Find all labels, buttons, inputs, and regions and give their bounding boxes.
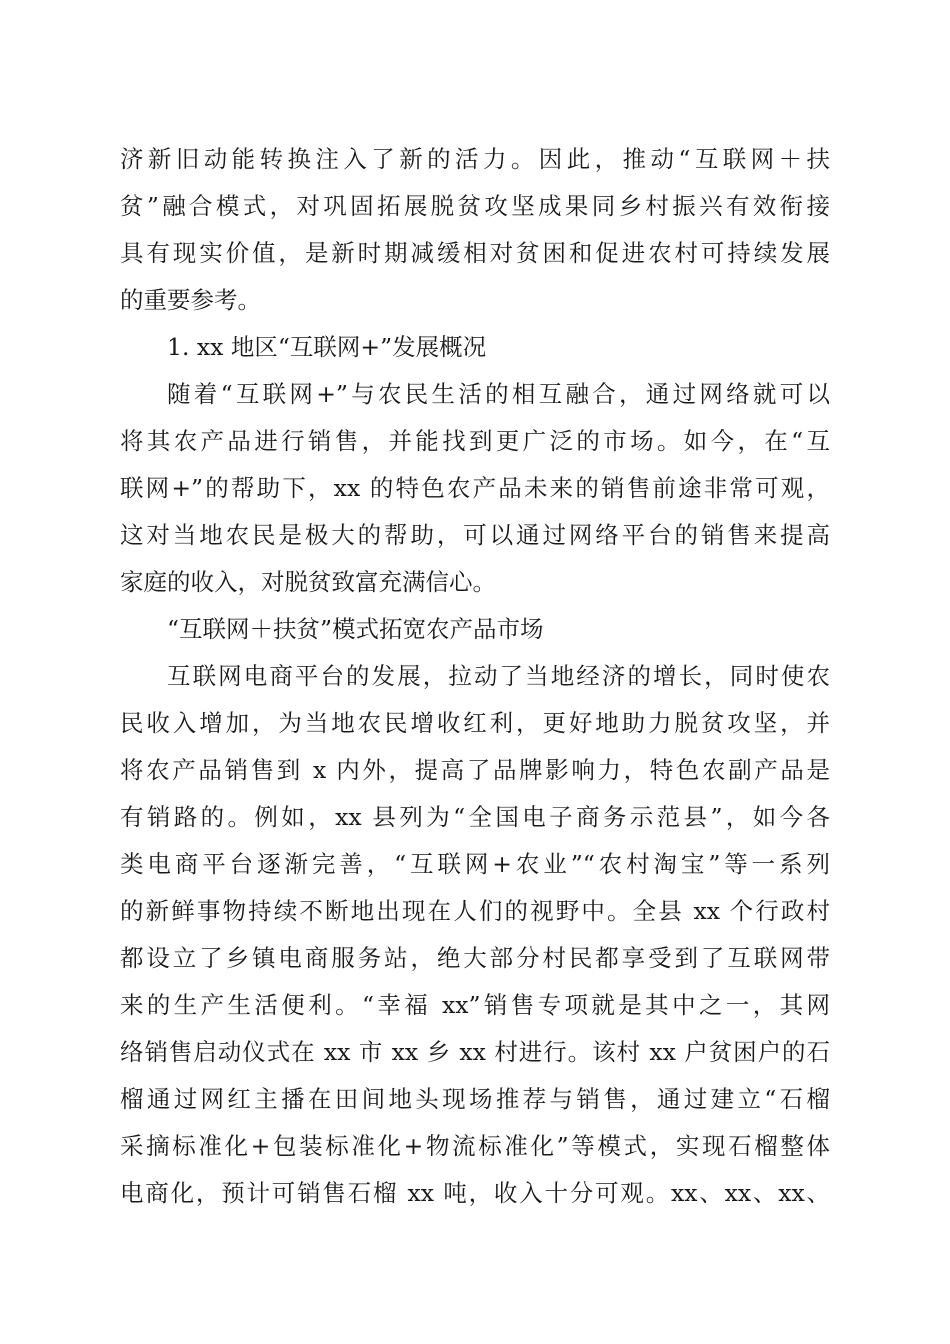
paragraph-line: 民收入增加，为当地农民增收红利，更好地助力脱贫攻坚，并 (120, 709, 830, 737)
paragraph-line: 都设立了乡镇电商服务站，绝大部分村民都享受到了互联网带 (120, 944, 830, 972)
paragraph-line: 类电商平台逐渐完善，“互联网+农业”“农村淘宝”等一系列 (120, 850, 830, 878)
paragraph-line: 采摘标准化+包装标准化+物流标准化”等模式，实现石榴整体 (120, 1132, 830, 1160)
paragraph-line: 的新鲜事物持续不断地出现在人们的视野中。全县 xx 个行政村 (120, 897, 830, 925)
document-body (120, 136, 830, 1217)
paragraph-line: 电商化，预计可销售石榴 xx 吨，收入十分可观。xx、xx、xx、 (120, 1179, 830, 1207)
paragraph-line: 络销售启动仪式在 xx 市 xx 乡 xx 村进行。该村 xx 户贫困户的石 (120, 1038, 830, 1066)
paragraph-line: 济新旧动能转换注入了新的活力。因此，推动“互联网＋扶 (120, 145, 830, 173)
paragraph-line: 有销路的。例如，xx 县列为“全国电子商务示范县”，如今各 (120, 803, 830, 831)
paragraph-line: 贫”融合模式，对巩固拓展脱贫攻坚成果同乡村振兴有效衔接 (120, 192, 830, 220)
paragraph-line: 来的生产生活便利。“幸福 xx”销售专项就是其中之一，其网 (120, 991, 830, 1019)
paragraph-line: 将其农产品进行销售，并能找到更广泛的市场。如今，在“互 (120, 427, 830, 455)
paragraph-line: 联网+”的帮助下，xx 的特色农产品未来的销售前途非常可观， (120, 474, 830, 502)
paragraph-line: 家庭的收入，对脱贫致富充满信心。 (120, 568, 496, 596)
paragraph-line: 将农产品销售到 x 内外，提高了品牌影响力，特色农副产品是 (120, 756, 830, 784)
paragraph-line: 榴通过网红主播在田间地头现场推荐与销售，通过建立“石榴 (120, 1085, 830, 1113)
paragraph-line: 互联网电商平台的发展，拉动了当地经济的增长，同时使农 (167, 662, 830, 690)
paragraph-line: 的重要参考。 (120, 286, 261, 314)
section-heading: 1. xx 地区“互联网+”发展概况 (167, 333, 487, 361)
section-heading: “互联网＋扶贫”模式拓宽农产品市场 (167, 615, 544, 643)
paragraph-line: 随着“互联网+”与农民生活的相互融合，通过网络就可以 (167, 380, 830, 408)
paragraph-line: 这对当地农民是极大的帮助，可以通过网络平台的销售来提高 (120, 521, 830, 549)
paragraph-line: 具有现实价值，是新时期减缓相对贫困和促进农村可持续发展 (120, 239, 830, 267)
